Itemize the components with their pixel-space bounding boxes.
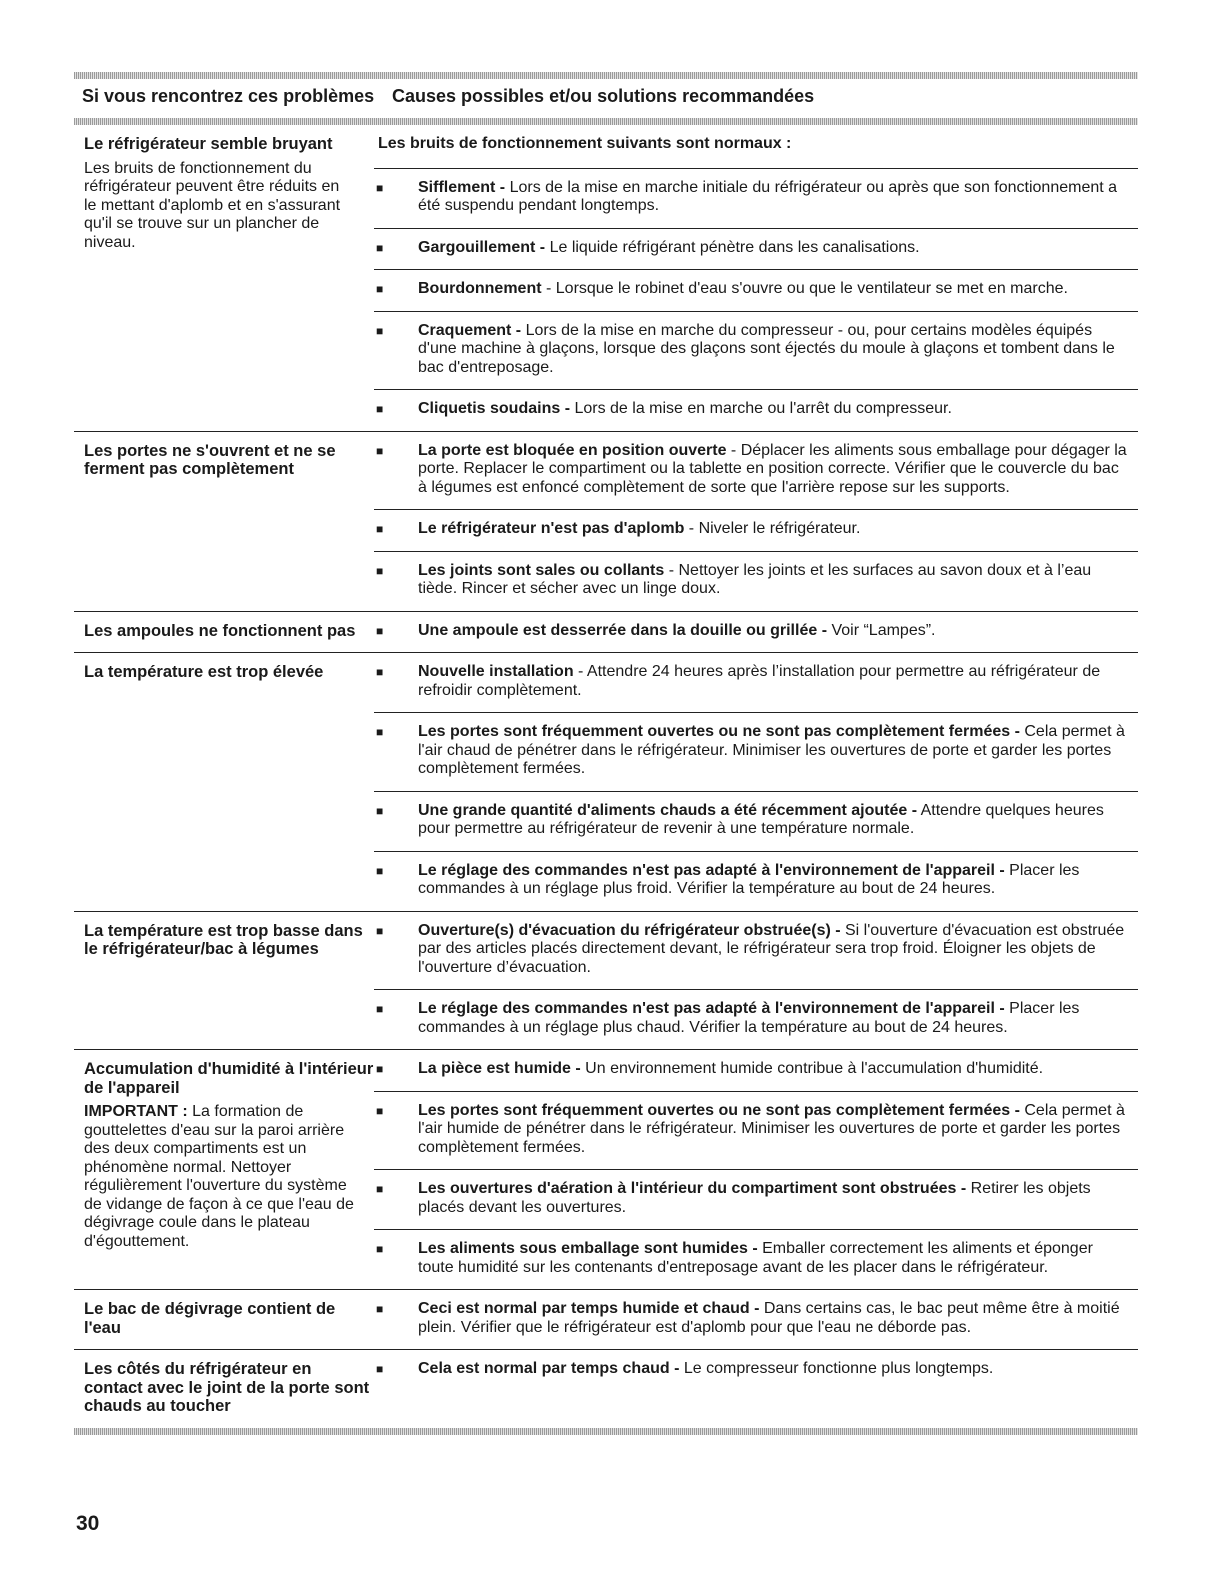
problem-title: Le réfrigérateur semble bruyant (84, 135, 333, 153)
top-band-rule (74, 72, 1138, 79)
solution-detail: - Lorsque le robinet d'eau s'ouvre ou que le ventilateur se met en marche. (541, 280, 1068, 297)
solution-item (374, 1170, 1138, 1230)
solution-text (418, 663, 1132, 700)
solution-cause: Le réglage des commandes n'est pas adapté à l'environnement de l'appareil - (418, 1000, 1005, 1017)
solution-detail: Dans certains cas, le bac peut même être à moitié plein. Vérifier que le réfrigérateur est d'aplomb pour que l'eau ne déborde pas. (418, 1300, 1120, 1336)
solution-item (374, 270, 1138, 312)
solution-item (374, 990, 1138, 1049)
solution-text (418, 179, 1132, 216)
solution-detail: Lors de la mise en marche ou l'arrêt du compresseur. (570, 400, 952, 417)
square-bullet-icon: ■ (376, 1242, 384, 1256)
solution-item (374, 1230, 1138, 1289)
table-row (74, 125, 1138, 432)
table-header (74, 79, 1138, 118)
solution-text (418, 1102, 1132, 1158)
problem-cell (74, 1050, 374, 1289)
solution-cause: Les ouvertures d'aération à l'intérieur du compartiment sont obstruées - (418, 1180, 967, 1197)
solution-cause: Cliquetis soudains - (418, 400, 571, 417)
solutions-cell (374, 653, 1138, 911)
solution-text (418, 562, 1132, 599)
solution-text (418, 442, 1132, 498)
solution-text (418, 1360, 993, 1379)
solution-item (374, 1050, 1138, 1092)
problem-cell (74, 125, 374, 431)
solution-detail: Lors de la mise en marche initiale du réfrigérateur ou après que son fonctionnement a été suspendu pendant longtemps. (418, 178, 1118, 214)
problem-title: Les portes ne s'ouvrent et ne se ferment pas complètement (84, 441, 336, 478)
solutions-cell (374, 125, 1138, 431)
troubleshooting-table (74, 72, 1138, 1435)
solution-cause: Ouverture(s) d'évacuation du réfrigérateur obstruée(s) - (418, 921, 841, 939)
problem-description (84, 1103, 374, 1251)
problem-cell (74, 1350, 374, 1428)
table-row (74, 912, 1138, 1051)
solution-text (418, 1240, 1132, 1277)
problem-description (84, 160, 374, 253)
square-bullet-icon: ■ (376, 623, 384, 638)
solution-cause: La porte est bloquée en position ouverte (418, 441, 727, 459)
solution-cause: Ceci est normal par temps humide et chaud - (418, 1300, 760, 1317)
solution-item (374, 653, 1138, 713)
solution-cause: Les joints sont sales ou collants (418, 561, 665, 579)
solution-text (418, 280, 1068, 299)
square-bullet-icon: ■ (376, 923, 384, 938)
solution-cause: La pièce est humide - (418, 1060, 581, 1077)
square-bullet-icon: ■ (376, 1062, 384, 1076)
solution-item (374, 713, 1138, 792)
solution-detail: Placer les commandes à un réglage plus froid. Vérifier la température au bout de 24 heures. (418, 861, 1080, 897)
solution-detail: Voir “Lampes”. (827, 621, 936, 639)
description-text: Les bruits de fonctionnement du réfrigérateur peuvent être réduits en le mettant d'aplomb et en s'assurant qu'il se trouve sur un plancher de niveau. (84, 159, 341, 251)
solution-cause: Une grande quantité d'aliments chauds a été récemment ajoutée - (418, 801, 918, 819)
table-row (74, 432, 1138, 612)
problem-cell (74, 1290, 374, 1349)
solution-item (374, 852, 1138, 911)
solution-text (418, 622, 936, 641)
solution-detail: - Nettoyer les joints et les surfaces au savon doux et à l’eau tiède. Rincer et sécher avec un linge doux. (418, 561, 1092, 597)
solution-cause: Le réfrigérateur n'est pas d'aplomb (418, 520, 685, 537)
solution-item (374, 229, 1138, 271)
bottom-band-rule (74, 1428, 1138, 1435)
square-bullet-icon: ■ (376, 1103, 384, 1118)
solution-cause: Craquement - (418, 321, 522, 339)
solution-item (374, 612, 1138, 653)
solution-detail: - Déplacer les aliments sous emballage pour dégager la porte. Replacer le compartiment ou la tablette en position correcte. Vérifier que le couvercle du bac à légumes est enfoncé complètement de sorte que l'arrière repose sur les supports. (418, 441, 1127, 496)
square-bullet-icon: ■ (376, 443, 384, 458)
solution-cause: Une ampoule est desserrée dans la douille ou grillée - (418, 621, 828, 639)
solutions-cell (374, 1350, 1138, 1428)
square-bullet-icon: ■ (376, 1182, 384, 1196)
solution-text (418, 520, 860, 539)
solution-cause: Les portes sont fréquemment ouvertes ou ne sont pas complètement fermées - (418, 1101, 1020, 1119)
problem-cell (74, 912, 374, 1050)
square-bullet-icon: ■ (376, 240, 384, 255)
header-solutions: Causes possibles et/ou solutions recommandées (392, 86, 815, 106)
solution-item (374, 510, 1138, 552)
square-bullet-icon: ■ (376, 402, 384, 416)
problem-title: La température est trop élevée (84, 663, 324, 681)
problem-title: La température est trop basse dans le réfrigérateur/bac à légumes (84, 921, 363, 958)
problem-cell (74, 653, 374, 911)
problem-title: Les côtés du réfrigérateur en contact avec le joint de la porte sont chauds au toucher (84, 1360, 370, 1415)
solution-detail: - Attendre 24 heures après l’installation pour permettre au réfrigérateur de refroidir complètement. (418, 663, 1101, 699)
solutions-cell (374, 1050, 1138, 1289)
solutions-cell (374, 612, 1138, 653)
solution-item (374, 912, 1138, 991)
solution-text (418, 922, 1132, 978)
solution-text (418, 1000, 1132, 1037)
table-row (74, 1350, 1138, 1428)
solution-cause: Les aliments sous emballage sont humides - (418, 1240, 758, 1257)
solution-cause: Nouvelle installation (418, 663, 574, 680)
solution-cause: Le réglage des commandes n'est pas adapté à l'environnement de l'appareil - (418, 861, 1005, 879)
solution-text (418, 239, 920, 258)
square-bullet-icon: ■ (376, 665, 384, 679)
solutions-cell (374, 432, 1138, 611)
problem-cell (74, 612, 374, 653)
problem-cell (74, 432, 374, 611)
description-text: La formation de gouttelettes d'eau sur la paroi arrière des deux compartiments est un phénomène normal. Nettoyer régulièrement l'ouverture du système de vidange de façon à ce que l'eau de dégivrage coule dans le plateau d'égouttement. (84, 1103, 354, 1250)
solution-detail: Attendre quelques heures pour permettre au réfrigérateur de revenir à une température normale. (418, 801, 1104, 837)
square-bullet-icon: ■ (376, 863, 384, 878)
solution-detail: Emballer correctement les aliments et éponger toute humidité sur les contenants d'entreposage avant de les placer dans le réfrigérateur. (418, 1240, 1093, 1276)
problem-title: Accumulation d'humidité à l'intérieur de l'appareil (84, 1060, 374, 1097)
solution-cause: Gargouillement - (418, 238, 546, 256)
solution-text (418, 1300, 1132, 1337)
table-body (74, 125, 1138, 1428)
table-row (74, 612, 1138, 654)
solution-item (374, 169, 1138, 229)
solution-detail: Placer les commandes à un réglage plus chaud. Vérifier la température au bout de 24 heures. (418, 1000, 1080, 1036)
solution-cause: Les portes sont fréquemment ouvertes ou ne sont pas complètement fermées - (418, 723, 1020, 740)
solution-detail: Retirer les objets placés devant les ouvertures. (418, 1180, 1091, 1216)
solution-item (374, 390, 1138, 431)
square-bullet-icon: ■ (376, 1002, 384, 1016)
solution-item (374, 1350, 1138, 1391)
solution-item (374, 1092, 1138, 1171)
square-bullet-icon: ■ (376, 803, 384, 818)
table-row (74, 1290, 1138, 1350)
solutions-cell (374, 912, 1138, 1050)
solution-detail: - Niveler le réfrigérateur. (684, 520, 861, 537)
solution-detail: Cela permet à l'air humide de pénétrer dans le réfrigérateur. Minimiser les ouvertures de porte et garder les portes complètement fermées. (418, 1101, 1125, 1156)
square-bullet-icon: ■ (376, 522, 384, 536)
solution-text (418, 723, 1132, 779)
solution-item (374, 792, 1138, 852)
problem-title: Le bac de dégivrage contient de l'eau (84, 1300, 336, 1337)
solutions-cell (374, 1290, 1138, 1349)
problem-title: Les ampoules ne fonctionnent pas (84, 621, 356, 640)
solution-item (374, 432, 1138, 511)
square-bullet-icon: ■ (376, 323, 384, 338)
solution-detail: Le compresseur fonctionne plus longtemps. (679, 1360, 994, 1377)
square-bullet-icon: ■ (376, 1362, 384, 1376)
solution-text (418, 1060, 1043, 1079)
solution-text (418, 862, 1132, 899)
solution-detail: Lors de la mise en marche du compresseur - ou, pour certains modèles équipés d'une machine à glaçons, lorsque des glaçons sont éjectés du moule à glaçons et tombent dans le bac d'entreposage. (418, 321, 1115, 376)
solution-detail: Si l'ouverture d'évacuation est obstruée par des articles placés directement devant, le réfrigérateur sera trop froid. Éloigner les objets de l'ouverture d’évacuation. (418, 921, 1125, 976)
solution-text (418, 400, 952, 419)
solution-detail: Le liquide réfrigérant pénètre dans les canalisations. (545, 238, 920, 256)
solution-cause: Sifflement - (418, 178, 506, 196)
solution-item (374, 552, 1138, 611)
square-bullet-icon: ■ (376, 282, 384, 296)
solution-detail: Un environnement humide contribue à l'accumulation d'humidité. (580, 1060, 1044, 1077)
solution-item (374, 1290, 1138, 1349)
solution-text (418, 802, 1132, 839)
solution-text (418, 322, 1132, 378)
page-number: 30 (76, 1512, 100, 1535)
table-row (74, 653, 1138, 912)
solution-cause: Cela est normal par temps chaud - (418, 1360, 680, 1377)
header-problems: Si vous rencontrez ces problèmes (82, 86, 375, 106)
solutions-intro: Les bruits de fonctionnement suivants sont normaux : (374, 125, 1138, 169)
solution-detail: Cela permet à l'air chaud de pénétrer dans le réfrigérateur. Minimiser les ouvertures de porte et garder les portes complètement fermées. (418, 723, 1125, 777)
square-bullet-icon: ■ (376, 180, 384, 195)
square-bullet-icon: ■ (376, 1302, 384, 1316)
solution-text (418, 1180, 1132, 1217)
square-bullet-icon: ■ (376, 725, 384, 739)
header-band-rule (74, 118, 1138, 125)
solution-item (374, 312, 1138, 391)
description-important-label: IMPORTANT : (84, 1103, 188, 1120)
table-row (74, 1050, 1138, 1290)
solution-cause: Bourdonnement (418, 280, 542, 297)
square-bullet-icon: ■ (376, 563, 384, 578)
